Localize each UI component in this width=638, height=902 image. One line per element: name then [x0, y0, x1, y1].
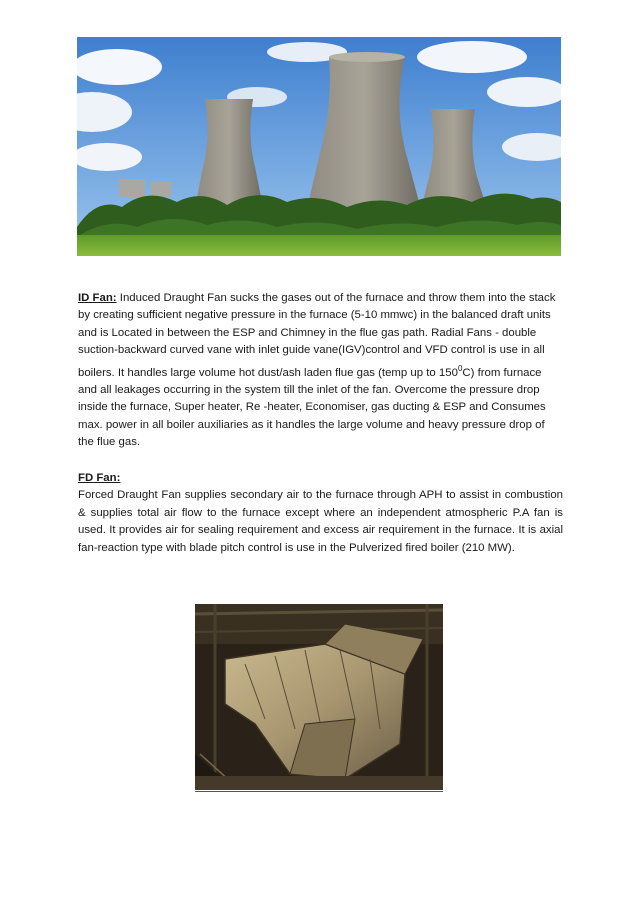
fd-fan-duct-photo: [195, 604, 443, 790]
fd-fan-section: [78, 470, 563, 557]
id-fan-body-part2: C) from furnace and all leakages occurring in the system till the inlet of the fan. Overcome the pressure drop inside the furnace, Super heater, Re -heater, Economiser, gas ducting & ESP and Consumes max. power in all boiler auxiliaries as it handles the large volume and heavy pressure drop of the flue gas.: [78, 366, 546, 449]
cooling-towers-photo: [77, 37, 561, 256]
id-fan-body-part1: Induced Draught Fan sucks the gases out of the furnace and throw them into the stack by creating sufficient negative pressure in the furnace (5-10 mmwc) in the balanced draft units and is Located in between the ESP and Chimney in the flue gas path. Radial Fans - double suction-backward curved vane with inlet guide vane(IGV)control and VFD control is use in all boilers. It handles large volume hot dust/ash laden flue gas (temp up to 150: [78, 292, 556, 379]
id-fan-section: [78, 290, 563, 451]
id-fan-heading: ID Fan:: [78, 292, 117, 304]
image-underline: [195, 791, 443, 792]
fd-fan-heading: FD Fan:: [78, 472, 121, 484]
id-fan-paragraph: [78, 290, 563, 451]
fd-fan-body: Forced Draught Fan supplies secondary air to the furnace through APH to assist in combustion & supplies total air flow to the furnace except where an independent atmospheric P.A fan is used. It provides air for sealing requirement and excess air requirement in the furnace. It is axial fan-reaction type with blade pitch control is use in the Pulverized fired boiler (210 MW).: [78, 489, 563, 554]
id-fan-superscript: 0: [457, 363, 463, 373]
